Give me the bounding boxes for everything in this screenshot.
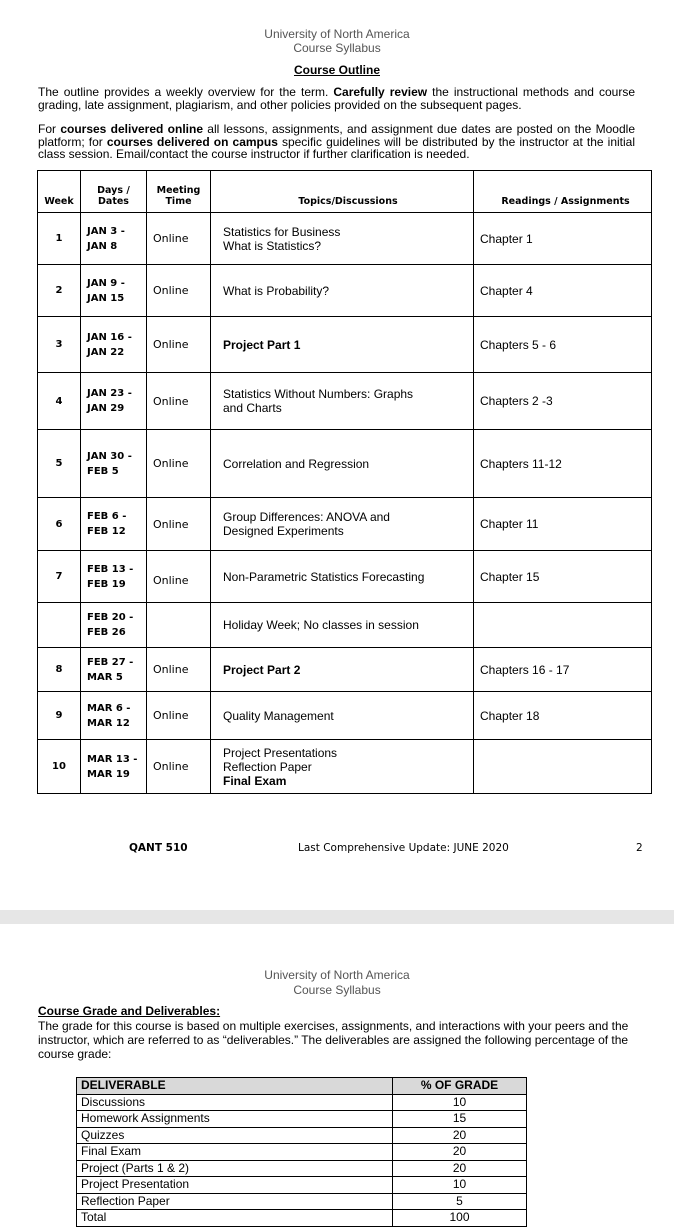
footer-page-number: 2 xyxy=(636,842,643,854)
grade-header-row xyxy=(77,1078,527,1095)
date-start: FEB 27 - xyxy=(87,656,134,668)
schedule-row xyxy=(38,430,652,498)
header-meeting-time xyxy=(147,171,211,213)
date-start: FEB 6 - xyxy=(87,511,127,522)
cell-dates xyxy=(81,740,147,794)
date-start: JAN 23 - xyxy=(87,388,132,399)
intro-text: the instructional methods and course grading, late assignment, plagiarism, and other policies provided on the subsequent pages. xyxy=(38,85,636,112)
cell-meeting-time: Online xyxy=(147,317,211,373)
grade-header-deliverable: DELIVERABLE xyxy=(77,1078,393,1095)
grade-header-percent: % OF GRADE xyxy=(393,1078,527,1095)
grade-row xyxy=(77,1160,527,1177)
schedule-row xyxy=(38,317,652,373)
cell-topic xyxy=(211,692,474,740)
cell-reading: Chapter 18 xyxy=(474,692,652,740)
topic-line: Correlation and Regression xyxy=(223,456,370,471)
cell-meeting-time: Online xyxy=(147,740,211,794)
intro-emphasis: Carefully review xyxy=(333,85,428,99)
topic-line: Group Differences: ANOVA and xyxy=(223,510,390,524)
cell-meeting-time: Online xyxy=(147,551,211,603)
schedule-row xyxy=(38,551,652,603)
header-dates xyxy=(81,171,147,213)
grade-percent: 20 xyxy=(393,1144,527,1161)
cell-dates xyxy=(81,317,147,373)
grade-percent: 5 xyxy=(393,1193,527,1210)
cell-topic xyxy=(211,498,474,551)
cell-week: 6 xyxy=(38,498,81,551)
cell-reading: Chapter 15 xyxy=(474,551,652,603)
intro-text: For xyxy=(38,122,61,136)
date-end: MAR 19 xyxy=(87,768,130,780)
cell-week: 5 xyxy=(38,430,81,498)
cell-reading: Chapter 1 xyxy=(474,213,652,265)
date-start: JAN 3 - xyxy=(87,225,125,237)
cell-topic xyxy=(211,430,474,498)
date-end: JAN 15 xyxy=(87,292,125,304)
header-syllabus: Course Syllabus xyxy=(293,983,381,997)
grade-row xyxy=(77,1193,527,1210)
intro-paragraph-1 xyxy=(38,86,635,111)
topic-line: Non-Parametric Statistics Forecasting xyxy=(223,569,425,584)
date-start: JAN 30 - xyxy=(87,450,132,462)
grade-percent: 10 xyxy=(393,1177,527,1194)
grade-deliverable: Quizzes xyxy=(77,1127,393,1144)
date-start: FEB 13 - xyxy=(87,563,134,575)
cell-reading: Chapter 4 xyxy=(474,265,652,317)
date-start: MAR 13 - xyxy=(87,753,138,765)
grade-section-paragraph: The grade for this course is based on multiple exercises, assignments, and interactions with your peers and the instructor, which are referred to as “deliverables.” The deliverables are assigned the following percentage of the course grade: xyxy=(38,1019,629,1061)
grade-deliverable: Reflection Paper xyxy=(77,1193,393,1210)
cell-dates xyxy=(81,430,147,498)
page-separator xyxy=(0,910,674,924)
cell-week: 2 xyxy=(38,265,81,317)
cell-meeting-time: Online xyxy=(147,213,211,265)
date-start: JAN 16 - xyxy=(87,331,132,343)
grade-row xyxy=(77,1127,527,1144)
cell-topic xyxy=(211,265,474,317)
cell-week: 4 xyxy=(38,373,81,430)
cell-meeting-time: Online xyxy=(147,373,211,430)
grade-row xyxy=(77,1111,527,1128)
grade-percent: 10 xyxy=(393,1094,527,1111)
date-end: JAN 29 xyxy=(87,403,125,414)
cell-meeting-time: Online xyxy=(147,265,211,317)
cell-week: 3 xyxy=(38,317,81,373)
intro-text: specific guidelines will be distributed by the instructor at the initial class session. Email/contact the course instructor if further clarification is needed. xyxy=(38,134,636,161)
topic-line: Final Exam xyxy=(223,773,287,788)
cell-dates xyxy=(81,373,147,430)
date-end: FEB 12 xyxy=(87,526,126,537)
grade-percent: 20 xyxy=(393,1127,527,1144)
cell-week: 8 xyxy=(38,648,81,692)
date-end: MAR 12 xyxy=(87,717,130,729)
cell-dates xyxy=(81,603,147,648)
cell-dates xyxy=(81,265,147,317)
topic-line: Statistics for Business xyxy=(223,224,341,239)
intro-text: The outline provides a weekly overview for the term. xyxy=(38,85,334,99)
topic-line: Project Presentations xyxy=(223,745,338,760)
schedule-row xyxy=(38,373,652,430)
cell-reading: Chapters 2 -3 xyxy=(474,373,652,430)
date-end: JAN 8 xyxy=(87,240,118,252)
grade-deliverable: Final Exam xyxy=(77,1144,393,1161)
intro-emphasis: courses delivered on campus xyxy=(106,134,278,149)
topic-line: Reflection Paper xyxy=(223,759,312,774)
cell-reading: Chapters 11-12 xyxy=(474,430,652,498)
footer-course-code: QANT 510 xyxy=(129,842,188,854)
intro-emphasis: courses delivered online xyxy=(60,122,203,136)
date-end: FEB 26 xyxy=(87,627,126,638)
cell-topic xyxy=(211,551,474,603)
schedule-row xyxy=(38,213,652,265)
cell-topic xyxy=(211,373,474,430)
grade-deliverable: Homework Assignments xyxy=(77,1111,393,1128)
cell-reading xyxy=(474,740,652,794)
grade-section-heading: Course Grade and Deliverables: xyxy=(38,1004,221,1018)
topic-line: Quality Management xyxy=(223,708,334,723)
schedule-row xyxy=(38,498,652,551)
cell-meeting-time: Online xyxy=(147,430,211,498)
header-topics: Topics/Discussions xyxy=(211,171,474,213)
grade-row xyxy=(77,1177,527,1194)
topic-line: What is Probability? xyxy=(223,283,330,298)
grade-table xyxy=(76,1077,527,1227)
cell-meeting-time xyxy=(147,603,211,648)
topic-line: Project Part 1 xyxy=(223,337,301,352)
topic-line: Project Part 2 xyxy=(223,662,301,677)
cell-reading: Chapters 5 - 6 xyxy=(474,317,652,373)
schedule-row xyxy=(38,603,652,648)
intro-text: all lessons, assignments, and assignment due dates are posted on the Moodle platform; for xyxy=(38,122,635,149)
cell-meeting-time: Online xyxy=(147,648,211,692)
cell-dates xyxy=(81,551,147,603)
topic-line: What is Statistics? xyxy=(223,238,322,253)
grade-deliverable: Discussions xyxy=(77,1094,393,1111)
grade-deliverable: Project Presentation xyxy=(77,1177,393,1194)
intro-paragraph-2 xyxy=(38,123,635,161)
grade-total-value: 100 xyxy=(393,1210,527,1227)
footer-update: Last Comprehensive Update: JUNE 2020 xyxy=(298,842,509,854)
header-week: Week xyxy=(38,171,81,213)
schedule-row xyxy=(38,648,652,692)
header-readings: Readings / Assignments xyxy=(474,171,652,213)
date-start: FEB 20 - xyxy=(87,612,134,623)
cell-meeting-time: Online xyxy=(147,692,211,740)
schedule-table xyxy=(37,170,652,794)
page-title: Course Outline xyxy=(293,63,380,77)
schedule-row xyxy=(38,265,652,317)
grade-deliverable: Project (Parts 1 & 2) xyxy=(77,1160,393,1177)
cell-reading: Chapters 16 - 17 xyxy=(474,648,652,692)
date-end: FEB 5 xyxy=(87,465,119,477)
topic-line: Holiday Week; No classes in session xyxy=(223,618,419,632)
cell-reading: Chapter 11 xyxy=(474,498,652,551)
cell-dates xyxy=(81,692,147,740)
grade-percent: 15 xyxy=(393,1111,527,1128)
date-start: JAN 9 - xyxy=(87,277,125,289)
schedule-header-row xyxy=(38,171,652,213)
cell-dates xyxy=(81,648,147,692)
cell-dates xyxy=(81,498,147,551)
cell-topic xyxy=(211,740,474,794)
grade-row xyxy=(77,1094,527,1111)
date-end: JAN 22 xyxy=(87,346,125,358)
cell-week: 1 xyxy=(38,213,81,265)
date-end: MAR 5 xyxy=(87,671,123,683)
cell-meeting-time: Online xyxy=(147,498,211,551)
cell-week: 7 xyxy=(38,551,81,603)
header-university: University of North America xyxy=(264,27,410,41)
cell-week: 10 xyxy=(38,740,81,794)
grade-percent: 20 xyxy=(393,1160,527,1177)
cell-reading xyxy=(474,603,652,648)
header-time-line: Meeting xyxy=(156,185,201,196)
cell-week: 9 xyxy=(38,692,81,740)
cell-topic xyxy=(211,317,474,373)
date-start: MAR 6 - xyxy=(87,702,131,714)
header-time-line: Time xyxy=(165,196,192,207)
cell-week xyxy=(38,603,81,648)
cell-topic xyxy=(211,648,474,692)
header-university: University of North America xyxy=(264,968,410,982)
date-end: FEB 19 xyxy=(87,578,126,590)
header-syllabus: Course Syllabus xyxy=(293,41,381,55)
grade-total-row xyxy=(77,1210,527,1227)
schedule-row xyxy=(38,692,652,740)
header-dates-line: Dates xyxy=(98,196,129,207)
topic-line: Designed Experiments xyxy=(223,524,344,538)
grade-row xyxy=(77,1144,527,1161)
cell-topic xyxy=(211,603,474,648)
cell-topic xyxy=(211,213,474,265)
header-dates-line: Days / xyxy=(97,185,130,196)
topic-line: Statistics Without Numbers: Graphs xyxy=(223,387,414,401)
grade-total-label: Total xyxy=(77,1210,393,1227)
topic-line: and Charts xyxy=(223,401,282,415)
cell-dates xyxy=(81,213,147,265)
schedule-row xyxy=(38,740,652,794)
